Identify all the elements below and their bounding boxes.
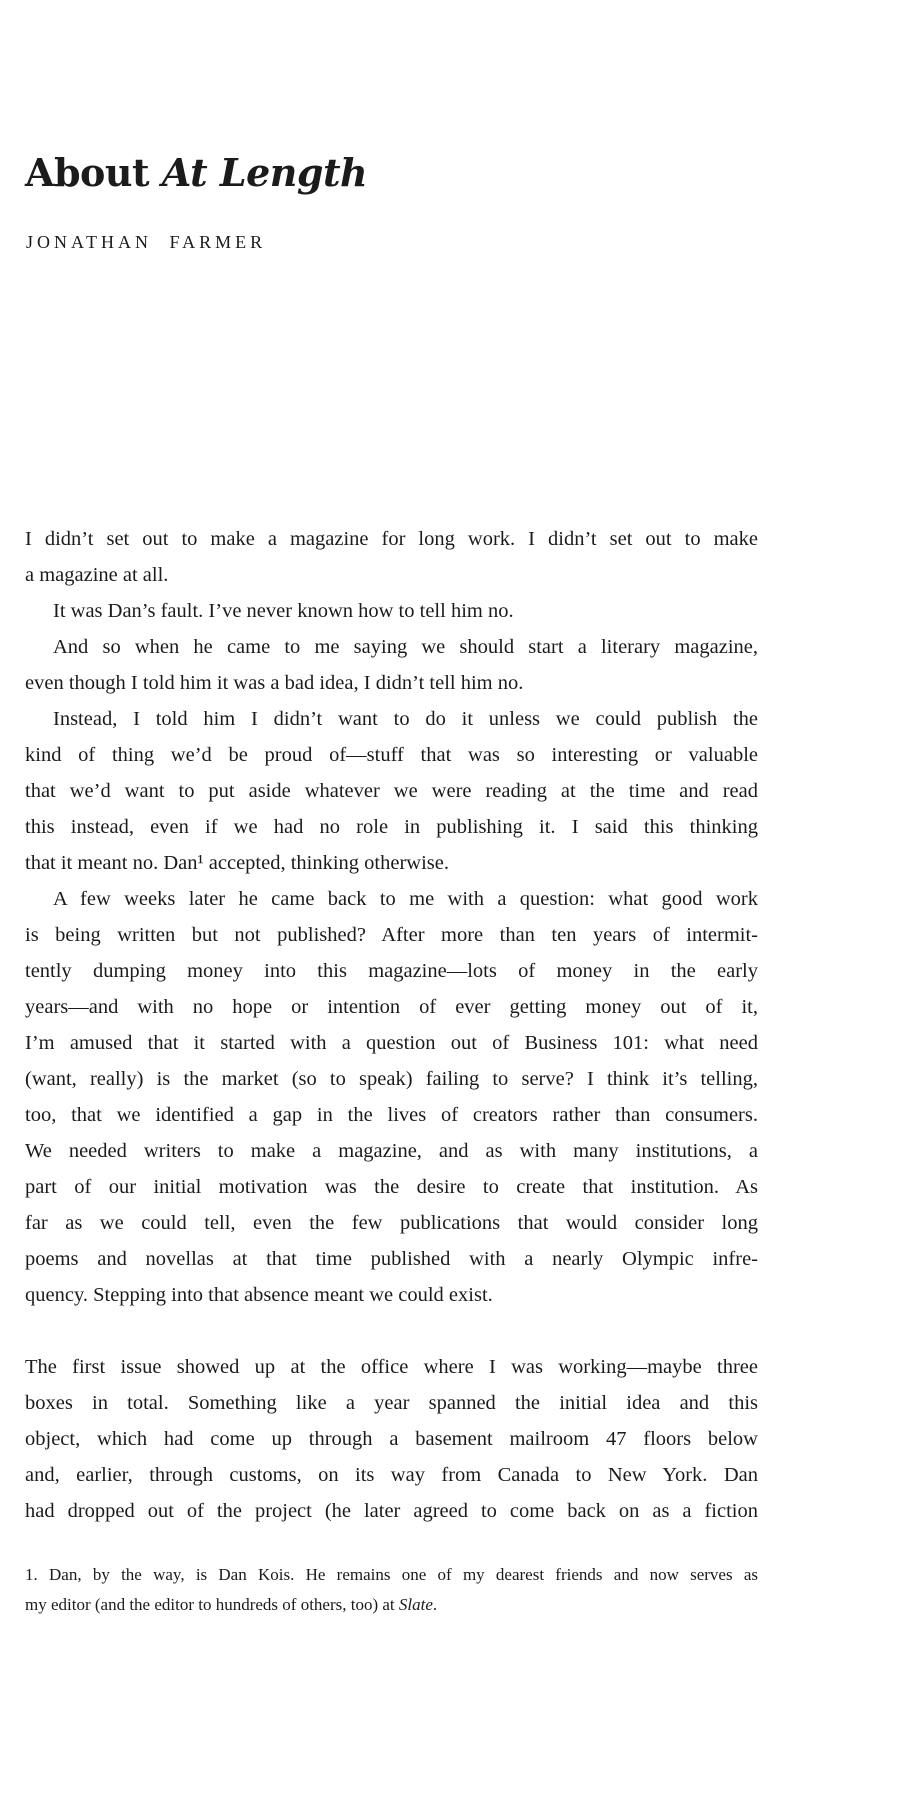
body-line: part of our initial motivation was the desire to create that institution. As [25,1176,758,1198]
body-line: Instead, I told him I didn’t want to do it unless we could publish the [53,708,758,730]
body-line: (want, really) is the market (so to speak) failing to serve? I think it’s telling, [25,1068,758,1090]
body-line: too, that we identified a gap in the lives of creators rather than consumers. [25,1104,758,1126]
footnote-line-2-end: . [432,1595,438,1614]
body-line: I didn’t set out to make a magazine for long work. I didn’t set out to make [25,528,758,550]
body-line: And so when he came to me saying we should start a literary magazine, [53,636,758,658]
body-line: kind of thing we’d be proud of—stuff that was so interesting or valuable [25,744,758,766]
body-line: It was Dan’s fault. I’ve never known how to tell him no. [53,600,514,622]
page-title-roman: About [25,150,162,195]
page-title [25,150,368,195]
footnote-slate-italic: Slate [398,1595,433,1614]
page-title-italic: At Length [161,150,368,195]
paragraph-gap [25,1313,758,1349]
body-line: boxes in total. Something like a year spanned the initial idea and this [25,1392,758,1414]
body-line: and, earlier, through customs, on its way from Canada to New York. Dan [25,1464,758,1486]
body-line: object, which had come up through a basement mailroom 47 floors below [25,1428,758,1450]
body-line: tently dumping money into this magazine—lots of money in the early [25,960,758,982]
body-line: this instead, even if we had no role in publishing it. I said this thinking [25,816,758,838]
body-line: I’m amused that it started with a question out of Business 101: what need [25,1032,758,1054]
body-line: A few weeks later he came back to me with a question: what good work [53,888,758,910]
author-byline: JONATHAN FARMER [26,232,267,252]
body-line: that it meant no. Dan¹ accepted, thinking otherwise. [25,852,449,874]
body-line: a magazine at all. [25,564,169,586]
footnote-line-1: 1. Dan, by the way, is Dan Kois. He remains one of my dearest friends and now serves as [25,1565,758,1584]
body-line: The first issue showed up at the office where I was working—maybe three [25,1356,758,1378]
footnote-line-2 [25,1590,758,1620]
body-line: poems and novellas at that time published with a nearly Olympic infre- [25,1248,758,1270]
body-line: is being written but not published? After more than ten years of intermit- [25,924,758,946]
body-text [25,521,758,1529]
body-line: years—and with no hope or intention of ever getting money out of it, [25,996,758,1018]
body-line: We needed writers to make a magazine, and as with many institutions, a [25,1140,758,1162]
body-line: quency. Stepping into that absence meant we could exist. [25,1284,493,1306]
footnote [25,1560,758,1620]
body-line: that we’d want to put aside whatever we were reading at the time and read [25,780,758,802]
body-line: had dropped out of the project (he later agreed to come back on as a fiction [25,1500,758,1522]
body-line: far as we could tell, even the few publications that would consider long [25,1212,758,1234]
footnote-line-2-text: my editor (and the editor to hundreds of others, too) at [25,1595,399,1614]
body-line: even though I told him it was a bad idea, I didn’t tell him no. [25,672,524,694]
